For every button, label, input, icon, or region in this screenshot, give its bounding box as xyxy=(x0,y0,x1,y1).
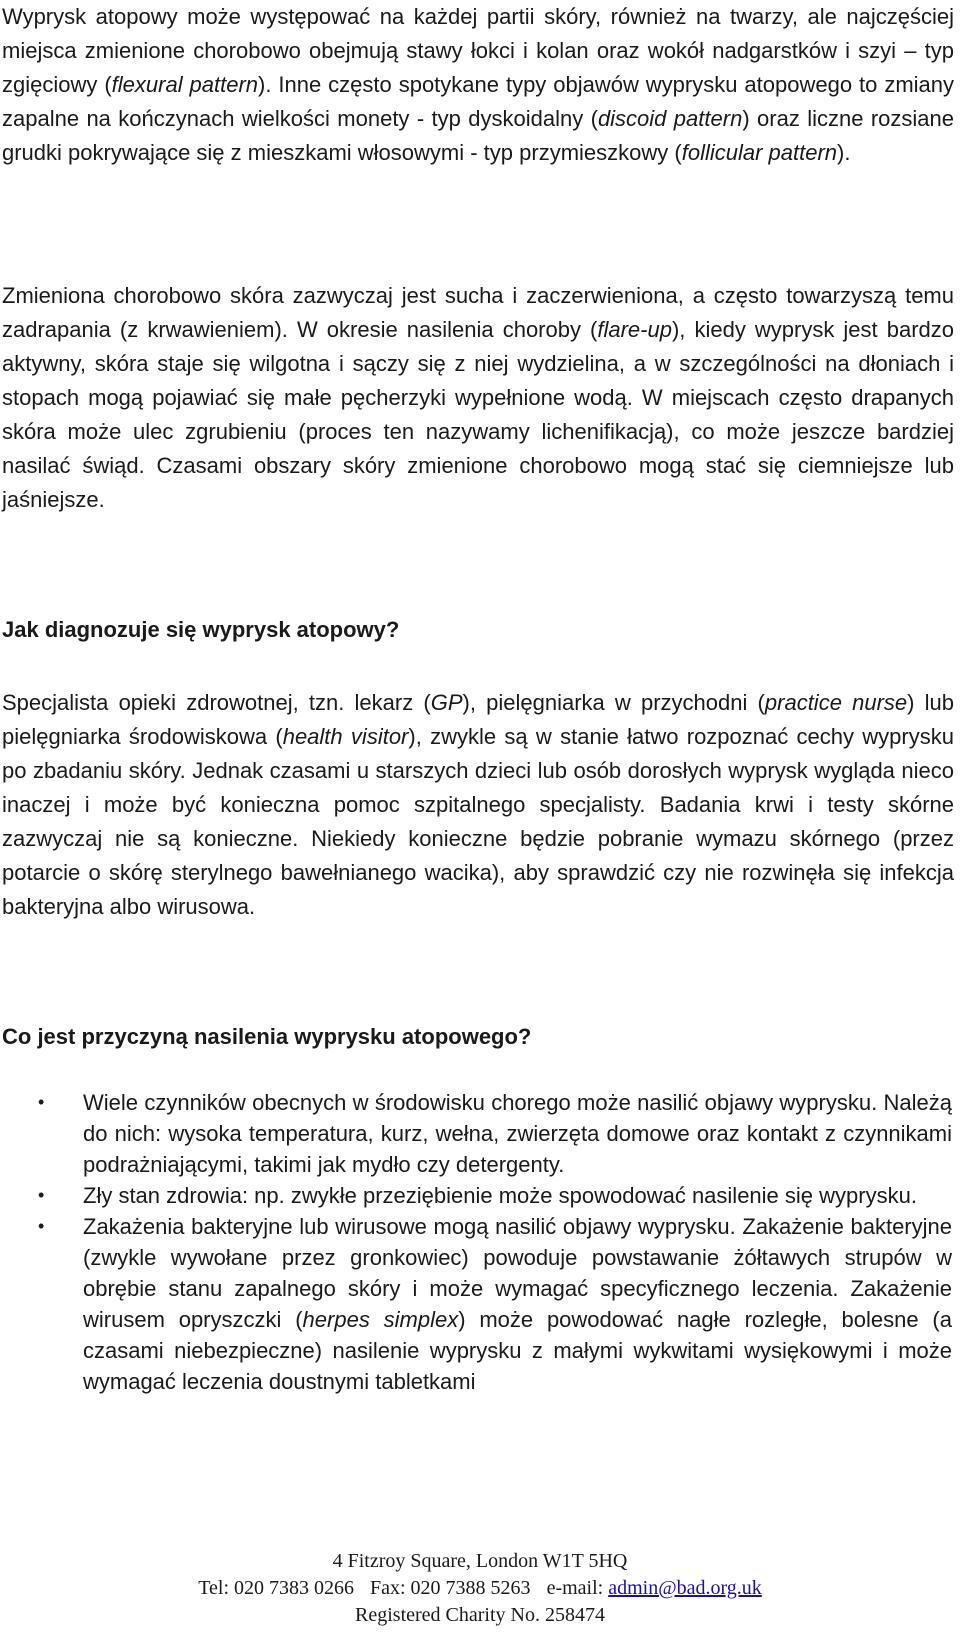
bullet-icon: • xyxy=(38,1216,45,1236)
list-item xyxy=(0,1180,952,1211)
paragraph-skin-appearance xyxy=(0,279,954,517)
list-item-text: Zakażenia bakteryjne lub wirusowe mogą nasilić objawy wyprysku. Zakażenie bakteryjne (zwykle wywołane przez gronkowiec) powoduje powstawanie żółtawych strupów w obrębie stanu zapalnego skóry i może wymagać specyficznego leczenia. Zakażenie wirusem opryszczki ( xyxy=(83,1214,952,1332)
footer-email-label: e-mail: xyxy=(546,1577,604,1599)
list-item-text: Wiele czynników obecnych w środowisku chorego może nasilić objawy wyprysku. Należą do nich: wysoka temperatura, kurz, wełna, zwierzęta domowe oraz kontakt z czynnikami podrażniającymi, takimi jak mydło czy detergenty. xyxy=(83,1090,952,1177)
footer-tel: Tel: 020 7383 0266 xyxy=(198,1577,354,1599)
text-run: ), kiedy wyprysk jest bardzo aktywny, skóra staje się wilgotna i sączy się z niej wydzielina, a w szczególności na dłoniach i stopach mogą pojawiać się małe pęcherzyki wypełnione wodą. W miejscach często drapanych skóra może ulec zgrubieniu (proces ten nazywamy lichenifikacją), co może jeszcze bardziej nasilać świąd. Czasami obszary skóry zmienione chorobowo mogą stać się ciemniejsze lub jaśniejsze. xyxy=(2,317,954,512)
email-link[interactable]: admin@bad.org.uk xyxy=(608,1577,762,1599)
footer-fax: Fax: 020 7388 5263 xyxy=(370,1577,531,1599)
italic-term: follicular pattern xyxy=(681,140,838,165)
italic-term: discoid pattern xyxy=(597,106,743,131)
footer-contact xyxy=(0,1575,960,1602)
bullet-icon: • xyxy=(38,1092,45,1112)
italic-term: flexural pattern xyxy=(111,72,259,97)
footer-charity: Registered Charity No. 258474 xyxy=(355,1604,605,1626)
heading-diagnosis: Jak diagnozuje się wyprysk atopowy? xyxy=(2,617,400,642)
list-item-text: Zły stan zdrowia: np. zwykłe przeziębienie może spowodować nasilenie się wyprysku. xyxy=(83,1183,917,1208)
text-run: ), pielęgniarka w przychodni ( xyxy=(462,690,765,715)
list-item-text: ) może powodować nagłe rozległe, bolesne (a czasami niebezpieczne) nasilenie wyprysku z małymi wykwitami wysiękowymi i może wymagać leczenia doustnymi tabletkami xyxy=(83,1307,952,1394)
footer-address: 4 Fitzroy Square, London W1T 5HQ xyxy=(332,1550,628,1572)
italic-term: GP xyxy=(430,690,463,715)
list-item xyxy=(0,1087,952,1180)
text-run: Wyprysk atopowy może występować na każdej partii skóry, również na twarzy, ale najczęściej miejsca zmienione chorobowo obejmują stawy łokci i kolan oraz wokół nadgarstków i szyi – typ zgięciowy ( xyxy=(2,4,954,97)
italic-term: herpes simplex xyxy=(302,1307,459,1332)
heading-causes: Co jest przyczyną nasilenia wyprysku atopowego? xyxy=(2,1024,532,1049)
italic-term: flare-up xyxy=(597,317,672,342)
list-item xyxy=(0,1211,952,1397)
text-run: Zmieniona chorobowo skóra zazwyczaj jest sucha i zaczerwieniona, a często towarzyszą temu zadrapania (z krwawieniem). W okresie nasilenia choroby ( xyxy=(2,283,954,342)
italic-term: practice nurse xyxy=(764,690,908,715)
page-footer xyxy=(0,1548,960,1629)
text-run: Specjalista opieki zdrowotnej, tzn. lekarz ( xyxy=(2,690,431,715)
text-run: ) oraz liczne rozsiane grudki pokrywające się z mieszkami włosowymi - typ przymieszkowy ( xyxy=(2,106,954,165)
bullet-icon: • xyxy=(38,1185,45,1205)
causes-list xyxy=(0,1087,952,1397)
text-run: ) lub pielęgniarka środowiskowa ( xyxy=(2,690,954,749)
italic-term: health visitor xyxy=(282,724,409,749)
paragraph-diagnosis xyxy=(0,686,954,924)
text-run: ). Inne często spotykane typy objawów wyprysku atopowego to zmiany zapalne na kończynach wielkości monety - typ dyskoidalny ( xyxy=(2,72,955,131)
paragraph-eczema-locations xyxy=(0,0,954,170)
text-run: ). xyxy=(837,140,851,165)
text-run: ), zwykle są w stanie łatwo rozpoznać cechy wyprysku po zbadaniu skóry. Jednak czasami u starszych dzieci lub osób dorosłych wyprysk wygląda nieco inaczej i może być konieczna pomoc szpitalnego specjalisty. Badania krwi i testy skórne zazwyczaj nie są konieczne. Niekiedy konieczne będzie pobranie wymazu skórnego (przez potarcie o skórę sterylnego bawełnianego wacika), aby sprawdzić czy nie rozwinęła się infekcja bakteryjna albo wirusowa. xyxy=(2,724,954,919)
